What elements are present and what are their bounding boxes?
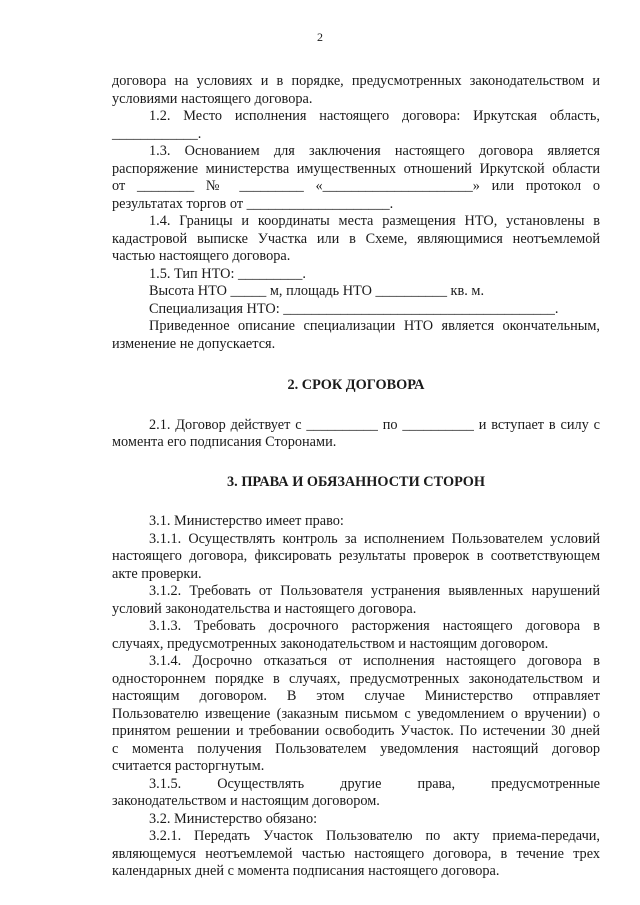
clause-1-5-height-area: Высота НТО _____ м, площадь НТО __________ кв. м. [149, 283, 485, 299]
section-heading-2: 2. СРОК ДОГОВОРА [287, 377, 425, 393]
clause-1-3: 1.3. Основанием для заключения настоящего договора является распоряжение министерства имущественных отношений Иркутской области от ________ № _________ «_____________________» или протокол о результатах торгов от ____________________. [112, 143, 600, 212]
clause-3-1-4: 3.1.4. Досрочно отказаться от исполнения настоящего договора в одностороннем порядке в случаях, предусмотренных законодательством и настоящим договором. В этом случае Министерство отправляет Пользователю извещение (заказным письмом с уведомлением о вручении) о принятом решении и требовании освободить Участок. По истечении 30 дней с момента получения Пользователем уведомления настоящий договор считается расторгнутым. [112, 653, 600, 774]
clause-1-2: 1.2. Место исполнения настоящего договора: Иркутская область, ____________. [112, 108, 600, 142]
intro-paragraph: договора на условиях и в порядке, предусмотренных законодательством и условиями настоящего договора. [112, 73, 600, 107]
clause-1-5-specialization: Специализация НТО: ______________________________________. [149, 300, 559, 317]
section-heading-3: 3. ПРАВА И ОБЯЗАННОСТИ СТОРОН [227, 473, 485, 490]
clause-3-2-1: 3.2.1. Передать Участок Пользователю по акту приема-передачи, являющемуся неотъемлемой частью настоящего договора, в течение трех календарных дней с момента подписания настоящего договора. [112, 828, 600, 879]
clause-3-1-5: 3.1.5. Осуществлять другие права, предусмотренные законодательством и настоящим договором. [112, 775, 600, 809]
clause-1-4: 1.4. Границы и координаты места размещения НТО, установлены в кадастровой выписке Участка или в Схеме, являющимися неотъемлемой частью настоящего договора. [112, 213, 600, 264]
specialization-note: Приведенное описание специализации НТО является окончательным, изменение не допускается. [112, 318, 600, 352]
page-number: 2 [317, 30, 323, 44]
clause-3-1-3: 3.1.3. Требовать досрочного расторжения настоящего договора в случаях, предусмотренных законодательством и настоящим договором. [112, 618, 600, 652]
clause-3-1-1: 3.1.1. Осуществлять контроль за исполнением Пользователем условий настоящего договора, фиксировать результаты проверок в соответствующем акте проверки. [112, 530, 600, 582]
clause-1-5-type: 1.5. Тип НТО: _________. [149, 265, 306, 282]
clause-3-2: 3.2. Министерство обязано: [149, 810, 318, 827]
clause-3-1-2: 3.1.2. Требовать от Пользователя устранения выявленных нарушений условий законодательства и настоящего договора. [112, 583, 600, 617]
document-body [112, 73, 600, 881]
clause-3-1: 3.1. Министерство имеет право: [149, 513, 344, 529]
clause-2-1: 2.1. Договор действует с __________ по __________ и вступает в силу с момента его подписания Сторонами. [112, 416, 600, 450]
